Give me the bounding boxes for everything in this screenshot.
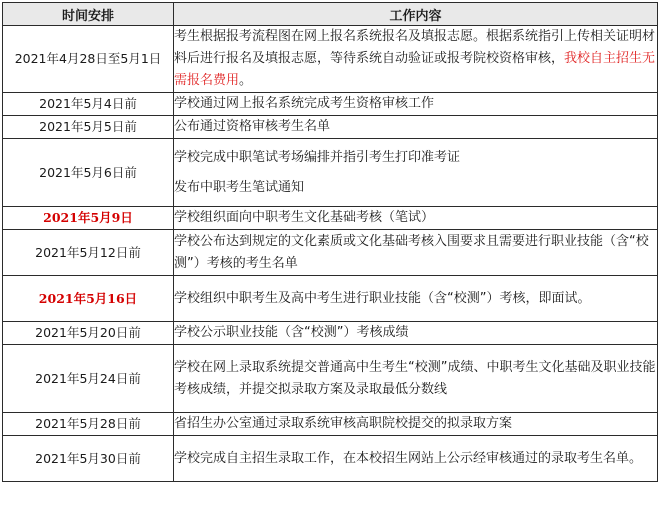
table-row	[3, 276, 658, 322]
row-content	[174, 139, 658, 207]
row-date: 2021年5月28日前	[3, 413, 174, 436]
row-date: 2021年5月30日前	[3, 436, 174, 482]
table-row	[3, 207, 658, 230]
table-row	[3, 116, 658, 139]
table-row	[3, 322, 658, 345]
table-row	[3, 345, 658, 413]
row-content: 学校完成自主招生录取工作，在本校招生网站上公示经审核通过的录取考生名单。	[174, 436, 658, 482]
row-content-line: 发布中职考生笔试通知	[174, 179, 305, 195]
row-content-tail: 。	[239, 73, 253, 88]
table-row	[3, 139, 658, 207]
row-content: 学校通过网上报名系统完成考生资格审核工作	[174, 93, 658, 116]
table-row	[3, 436, 658, 482]
row-date: 2021年5月16日	[3, 276, 174, 322]
row-date: 2021年5月24日前	[3, 345, 174, 413]
row-content: 学校公示职业技能（含“校测”）考核成绩	[174, 322, 658, 345]
header-time: 时间安排	[3, 3, 174, 26]
row-content-text: 考生根据报考流程图在网上报名系统报名及填报志愿。根据系统指引上传相关证明材料后进行报名及填报志愿，等待系统自动验证或报考院校资格审核，	[174, 29, 656, 66]
row-content: 学校组织面向中职考生文化基础考核（笔试）	[174, 207, 658, 230]
table-row	[3, 93, 658, 116]
row-content: 学校公布达到规定的文化素质或文化基础考核入围要求且需要进行职业技能（含“校测”）考核的考生名单	[174, 230, 658, 276]
row-content: 学校在网上录取系统提交普通高中生考生“校测”成绩、中职考生文化基础及职业技能考核成绩，并提交拟录取方案及录取最低分数线	[174, 345, 658, 413]
row-content	[174, 26, 658, 93]
row-content: 公布通过资格审核考生名单	[174, 116, 658, 139]
row-content: 学校组织中职考生及高中考生进行职业技能（含“校测”）考核，即面试。	[174, 276, 658, 322]
row-date: 2021年5月9日	[3, 207, 174, 230]
row-date: 2021年5月4日前	[3, 93, 174, 116]
row-content: 省招生办公室通过录取系统审核高职院校提交的拟录取方案	[174, 413, 658, 436]
row-date: 2021年4月28日至5月1日	[3, 26, 174, 93]
admission-schedule-table	[2, 2, 658, 482]
row-date: 2021年5月5日前	[3, 116, 174, 139]
fee-highlight: 我校自主招生无需报名费用	[174, 51, 656, 88]
table-row	[3, 230, 658, 276]
table-row	[3, 26, 658, 93]
header-content: 工作内容	[174, 3, 658, 26]
table-row	[3, 413, 658, 436]
row-content-line: 学校完成中职笔试考场编排并指引考生打印准考证	[174, 149, 461, 165]
row-date: 2021年5月6日前	[3, 139, 174, 207]
table-header-row	[3, 3, 658, 26]
row-date: 2021年5月12日前	[3, 230, 174, 276]
row-date: 2021年5月20日前	[3, 322, 174, 345]
